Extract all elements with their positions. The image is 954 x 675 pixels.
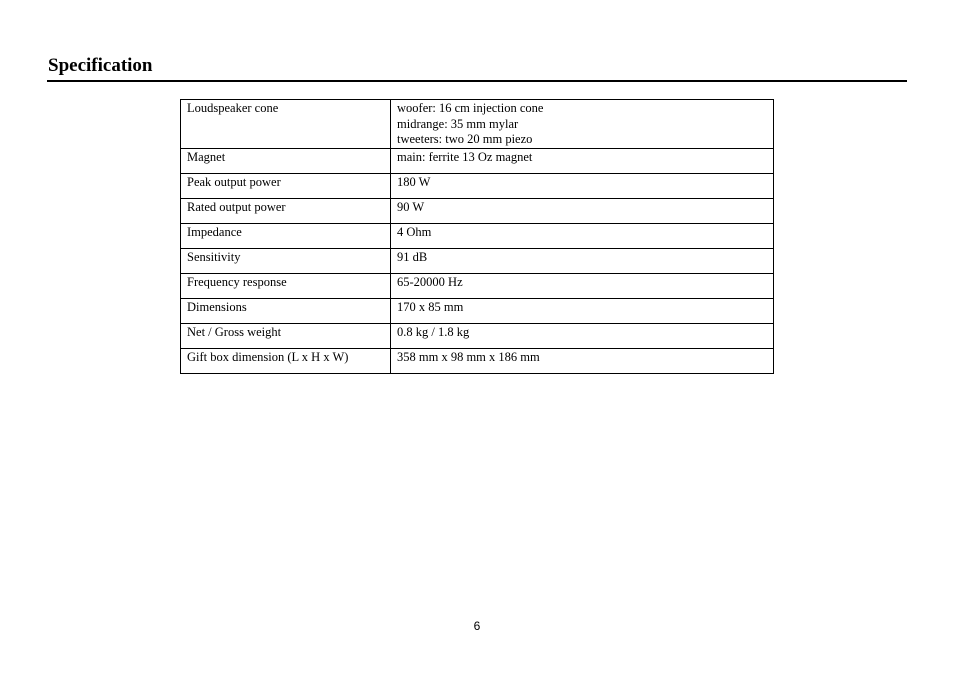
table-row [181,299,774,324]
table-row [181,149,774,174]
spec-label: Sensitivity [181,249,391,274]
specification-table [180,99,774,374]
spec-value [391,100,774,149]
spec-value-line: woofer: 16 cm injection cone [397,101,544,115]
spec-value [391,174,774,199]
spec-value-line: main: ferrite 13 Oz magnet [397,150,533,164]
spec-value-line: 90 W [397,200,425,214]
spec-value [391,249,774,274]
table-row [181,249,774,274]
spec-value [391,224,774,249]
spec-label: Peak output power [181,174,391,199]
spec-label: Magnet [181,149,391,174]
spec-value-line: 170 x 85 mm [397,300,464,314]
table-row [181,324,774,349]
spec-label: Loudspeaker cone [181,100,391,149]
table-row [181,199,774,224]
spec-label: Impedance [181,224,391,249]
spec-value-line: tweeters: two 20 mm piezo [397,132,533,146]
table-row [181,349,774,374]
spec-value-line: midrange: 35 mm mylar [397,116,519,131]
spec-label: Frequency response [181,274,391,299]
spec-value [391,149,774,174]
spec-value [391,199,774,224]
spec-value-line: 4 Ohm [397,225,432,239]
table-row [181,100,774,149]
page-number: 6 [473,619,481,633]
spec-value-line: 358 mm x 98 mm x 186 mm [397,350,540,364]
spec-value [391,299,774,324]
spec-value-line: 0.8 kg / 1.8 kg [397,325,470,339]
spec-label: Gift box dimension (L x H x W) [181,349,391,374]
spec-label: Net / Gross weight [181,324,391,349]
spec-value-line: 180 W [397,175,431,189]
table-row [181,174,774,199]
spec-value [391,324,774,349]
spec-label: Dimensions [181,299,391,324]
table-row [181,274,774,299]
spec-label: Rated output power [181,199,391,224]
spec-value [391,274,774,299]
spec-value [391,349,774,374]
page-title: Specification [48,55,153,76]
table-row [181,224,774,249]
spec-value-line: 65-20000 Hz [397,275,463,289]
title-divider [47,80,907,82]
spec-value-line: 91 dB [397,250,428,264]
